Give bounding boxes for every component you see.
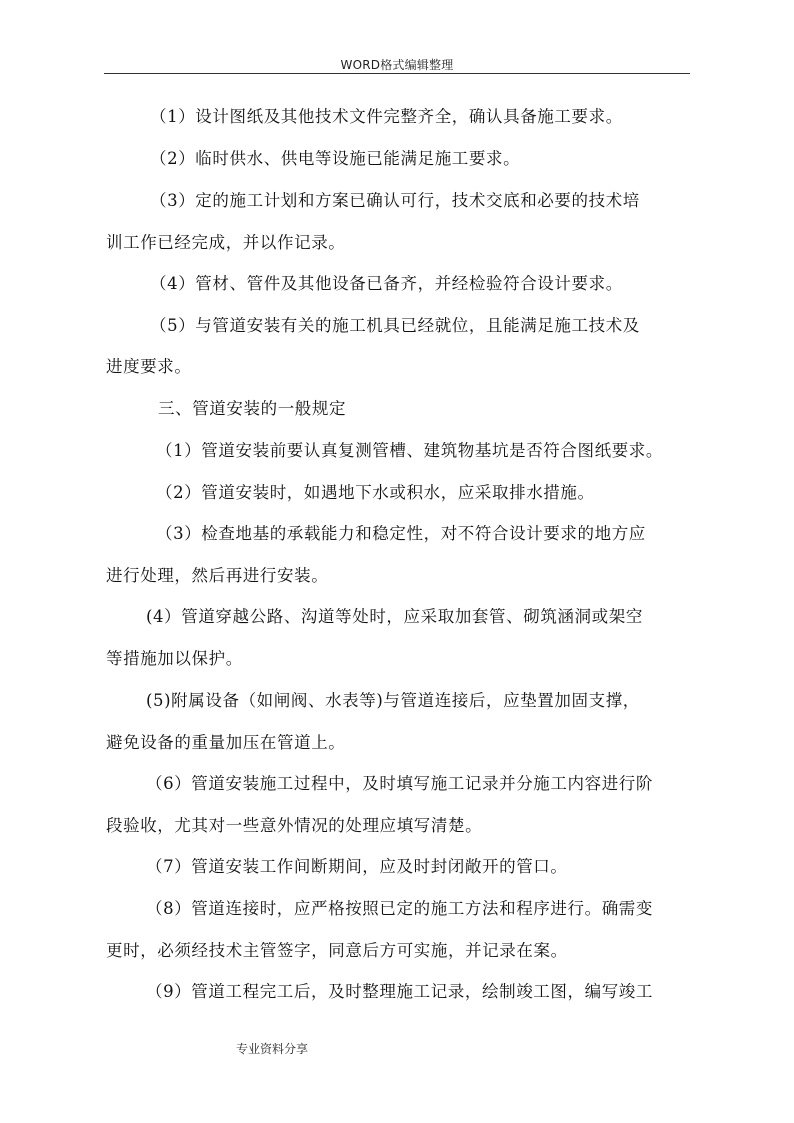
text-line: （8）管道连接时，应严格按照已定的施工方法和程序进行。确需变 (146, 899, 653, 918)
text-line: 避免设备的重量加压在管道上。 (106, 733, 346, 752)
section-heading: 三、管道安装的一般规定 (158, 399, 347, 418)
header-title: WORD格式编辑整理 (340, 58, 454, 72)
text-line: （1）设计图纸及其他技术文件完整齐全，确认具备施工要求。 (150, 107, 623, 126)
text-line: （7）管道安装工作间断期间，应及时封闭敞开的管口。 (146, 857, 568, 876)
text-line: （6）管道安装施工过程中，及时填写施工记录并分施工内容进行阶 (146, 774, 653, 793)
text-line: （5）与管道安装有关的施工机具已经就位，且能满足施工技术及 (150, 316, 640, 335)
page-footer: 专业资料分享 (236, 1042, 309, 1056)
text-line: 段验收，尤其对一些意外情况的处理应填写清楚。 (106, 816, 483, 835)
text-line: 进行处理，然后再进行安装。 (106, 566, 329, 585)
text-line: 更时，必须经技术主管签字，同意后方可实施，并记录在案。 (106, 941, 568, 960)
text-line: （2）管道安装时，如遇地下水或积水，应采取排水措施。 (156, 483, 595, 502)
text-line: （3）检查地基的承载能力和稳定性，对不符合设计要求的地方应 (156, 524, 646, 543)
text-line: （2）临时供水、供电等设施已能满足施工要求。 (150, 149, 521, 168)
text-line: (5)附属设备（如闸阀、水表等)与管道连接后，应垫置加固支撑， (146, 691, 640, 710)
text-line: (4）管道穿越公路、沟道等处时，应采取加套管、砌筑涵洞或架空 (146, 607, 643, 626)
text-line: （1）管道安装前要认真复测管槽、建筑物基坑是否符合图纸要求。 (156, 441, 663, 460)
text-line: （4）管材、管件及其他设备已备齐，并经检验符合设计要求。 (150, 274, 623, 293)
text-line: 等措施加以保护。 (106, 649, 243, 668)
text-line: （9）管道工程完工后，及时整理施工记录，绘制竣工图，编写竣工 (146, 982, 653, 1001)
text-line: （3）定的施工计划和方案已确认可行，技术交底和必要的技术培 (150, 191, 640, 210)
text-line: 训工作已经完成，并以作记录。 (106, 233, 346, 252)
text-line: 进度要求。 (106, 357, 192, 376)
header-divider (104, 73, 690, 74)
